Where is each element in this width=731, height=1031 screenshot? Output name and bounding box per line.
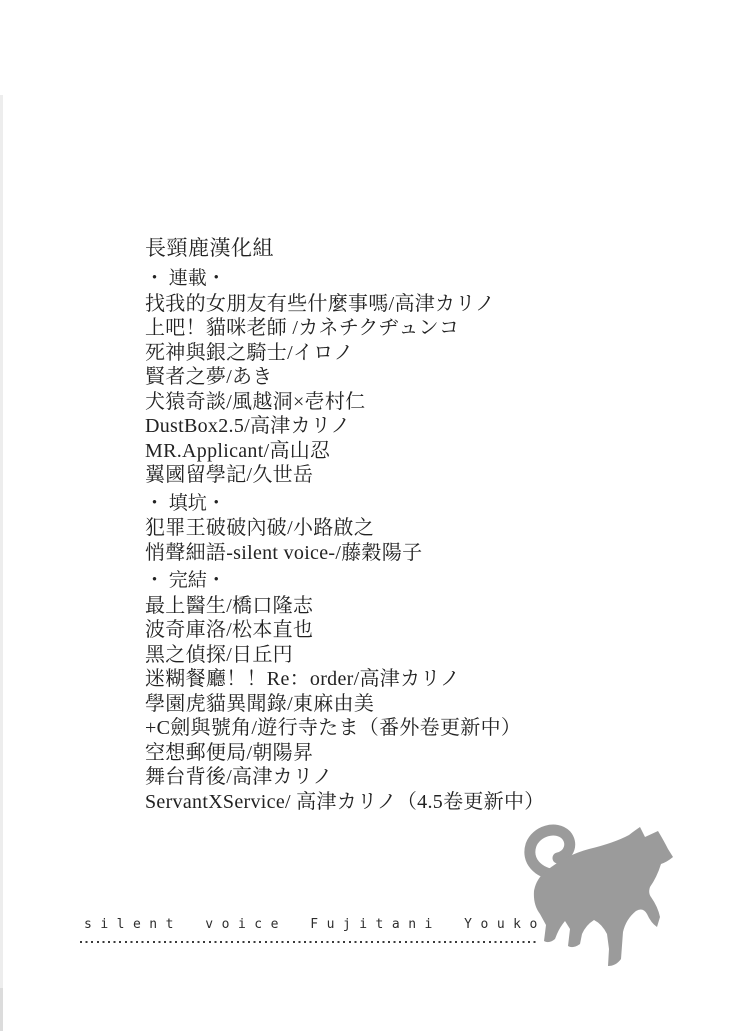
series-line: 找我的女朋友有些什麼事嗎/高津カリノ [145,292,496,315]
dog-silhouette-icon [524,817,684,969]
series-line: 最上醫生/橋口隆志 [145,594,314,617]
section-header-serialized: ・ 連載・ [145,268,226,289]
footer-caption: silent voice Fujitani Youko [84,917,546,932]
scan-edge-artifact-dark [0,988,3,1031]
scanlation-group-name: 長頸鹿漢化組 [145,236,274,260]
series-line: MR.Applicant/高山忍 [145,439,331,462]
series-line: 死神與銀之騎士/イロノ [145,341,354,364]
section-header-filling: ・ 填坑・ [145,492,226,514]
series-line: 犬猿奇談/風越洞×壱村仁 [145,390,366,413]
series-line: 賢者之夢/あき [145,366,273,388]
section-header-completed: ・ 完結・ [145,570,226,591]
series-line: ServantXService/ 高津カリノ（4.5卷更新中） [145,790,545,813]
series-line: 黑之偵探/日丘円 [145,643,293,666]
credits-block [145,234,625,814]
scan-edge-artifact [0,95,3,1031]
series-line: 上吧！貓咪老師 /カネチクヂュンコ [145,317,460,339]
series-line: 翼國留學記/久世岳 [145,464,314,486]
series-line: 悄聲細語-silent voice-/藤穀陽子 [145,541,423,564]
series-line: 空想郵便局/朝陽昇 [145,741,314,764]
series-line: 犯罪王破破內破/小路啟之 [145,517,375,539]
series-line: 迷糊餐廳！！Re：order/高津カリノ [145,668,461,690]
series-line: 波奇庫洛/松本直也 [145,619,314,641]
dotted-rule [80,941,537,943]
series-line: 學園虎貓異聞錄/東麻由美 [145,692,375,715]
series-line: +C劍與號角/遊行寺たま（番外卷更新中） [145,717,522,739]
series-line: 舞台背後/高津カリノ [145,766,333,788]
series-line: DustBox2.5/高津カリノ [145,415,351,437]
